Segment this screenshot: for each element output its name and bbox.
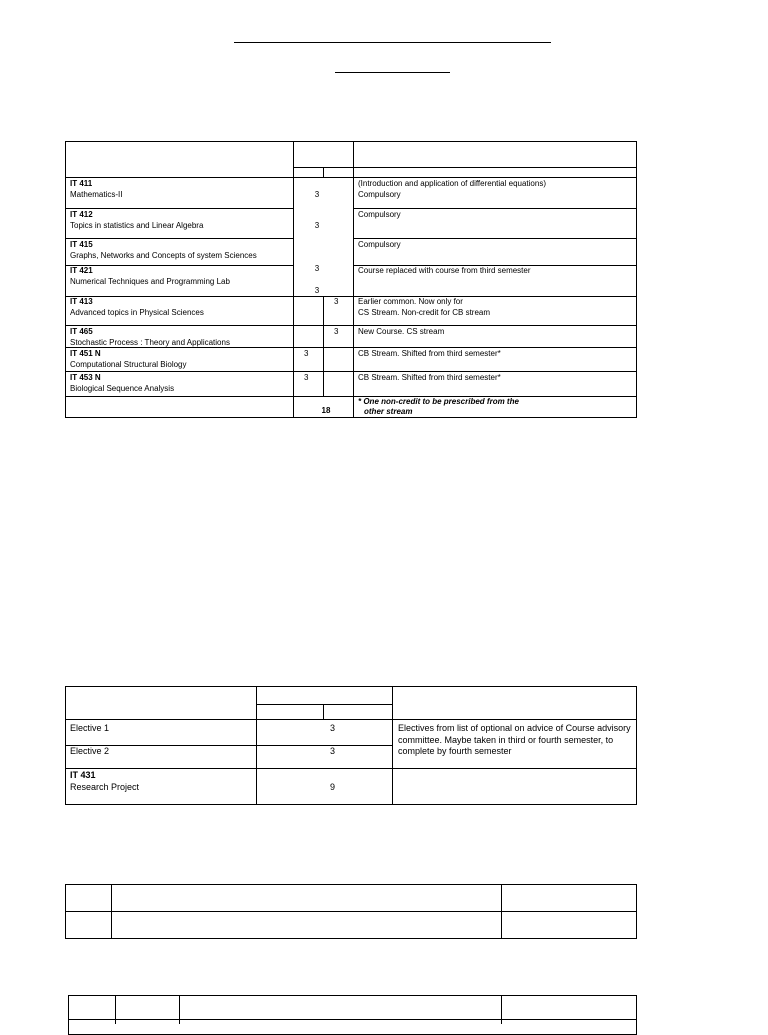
course-code: IT 451 N — [70, 349, 101, 358]
course-title: Mathematics-II — [70, 190, 123, 199]
table-row-divider — [65, 911, 637, 912]
table-col-divider — [293, 141, 294, 418]
course-remark: CB Stream. Shifted from third semester* — [358, 349, 501, 358]
table-row-divider — [256, 704, 392, 705]
course-code: IT 421 — [70, 266, 93, 275]
table-col-divider — [323, 296, 324, 396]
course-title: Computational Structural Biology — [70, 360, 187, 369]
course-code: IT 415 — [70, 240, 93, 249]
project-title: Research Project — [70, 782, 140, 792]
course-credit: 3 — [314, 286, 320, 295]
course-title: Stochastic Process : Theory and Applications — [70, 338, 230, 347]
course-remark: CS Stream. Non-credit for CB stream — [358, 308, 491, 317]
course-remark: Compulsory — [358, 210, 401, 219]
table-row-divider — [65, 768, 637, 769]
elective-remark: Electives from list of optional on advice of Course advisory — [398, 723, 631, 733]
elective-credit: 3 — [330, 746, 336, 756]
elective-remark: committee. Maybe taken in third or fourth semester, to — [398, 735, 614, 745]
table-row-divider — [65, 347, 637, 348]
table-row-divider — [65, 265, 293, 266]
table-col-divider — [353, 141, 354, 418]
table-row-divider — [65, 719, 637, 720]
course-code: IT 412 — [70, 210, 93, 219]
course-title: Topics in statistics and Linear Algebra — [70, 221, 204, 230]
table-row-divider — [293, 167, 637, 168]
project-credit: 9 — [330, 782, 336, 792]
table-row-divider — [65, 371, 637, 372]
course-remark: (Introduction and application of differential equations) — [358, 179, 546, 188]
table-col-divider — [323, 167, 324, 177]
table-row-divider — [65, 238, 293, 239]
footnote: other stream — [364, 407, 413, 416]
course-credit: 3 — [314, 264, 320, 273]
title-underline — [234, 42, 551, 43]
table-row-divider — [65, 325, 637, 326]
course-remark: Earlier common. Now only for — [358, 297, 463, 306]
course-title: Numerical Techniques and Programming Lab — [70, 277, 230, 286]
course-credit: 3 — [334, 297, 339, 306]
course-remark: CB Stream. Shifted from third semester* — [358, 373, 501, 382]
subtitle-underline — [335, 72, 450, 73]
course-remark: Course replaced with course from third semester — [358, 266, 531, 275]
course-title: Graphs, Networks and Concepts of system Sciences — [70, 251, 257, 260]
elective-remark: complete by fourth semester — [398, 746, 512, 756]
course-code: IT 453 N — [70, 373, 101, 382]
course-credit: 3 — [304, 373, 309, 382]
table-col-divider — [323, 704, 324, 719]
table-row-divider — [65, 396, 637, 397]
course-title: Biological Sequence Analysis — [70, 384, 175, 393]
elective-label: Elective 2 — [70, 746, 110, 756]
table-row-divider — [65, 208, 293, 209]
table-row-divider — [353, 208, 637, 209]
table-row-divider — [65, 745, 392, 746]
course-credit: 3 — [314, 190, 320, 199]
elective-label: Elective 1 — [70, 723, 110, 733]
course-code: IT 411 — [70, 179, 93, 188]
course-credit: 3 — [334, 327, 339, 336]
table-row-divider — [353, 238, 637, 239]
course-code: IT 465 — [70, 327, 93, 336]
course-credit: 3 — [304, 349, 309, 358]
course-remark: Compulsory — [358, 240, 401, 249]
course-remark: New Course. CS stream — [358, 327, 445, 336]
project-code: IT 431 — [70, 770, 96, 780]
course-title: Advanced topics in Physical Sciences — [70, 308, 204, 317]
table-row-divider — [65, 177, 637, 178]
footnote: * One non-credit to be prescribed from the — [358, 397, 519, 406]
course-remark: Compulsory — [358, 190, 401, 199]
table-row-divider — [65, 296, 637, 297]
empty-table-partial — [68, 995, 637, 1035]
table-row-divider — [68, 1019, 637, 1020]
course-credit: 3 — [314, 221, 320, 230]
total-credits: 18 — [321, 406, 331, 415]
course-code: IT 413 — [70, 297, 93, 306]
table-col-divider — [392, 686, 393, 805]
elective-credit: 3 — [330, 723, 336, 733]
